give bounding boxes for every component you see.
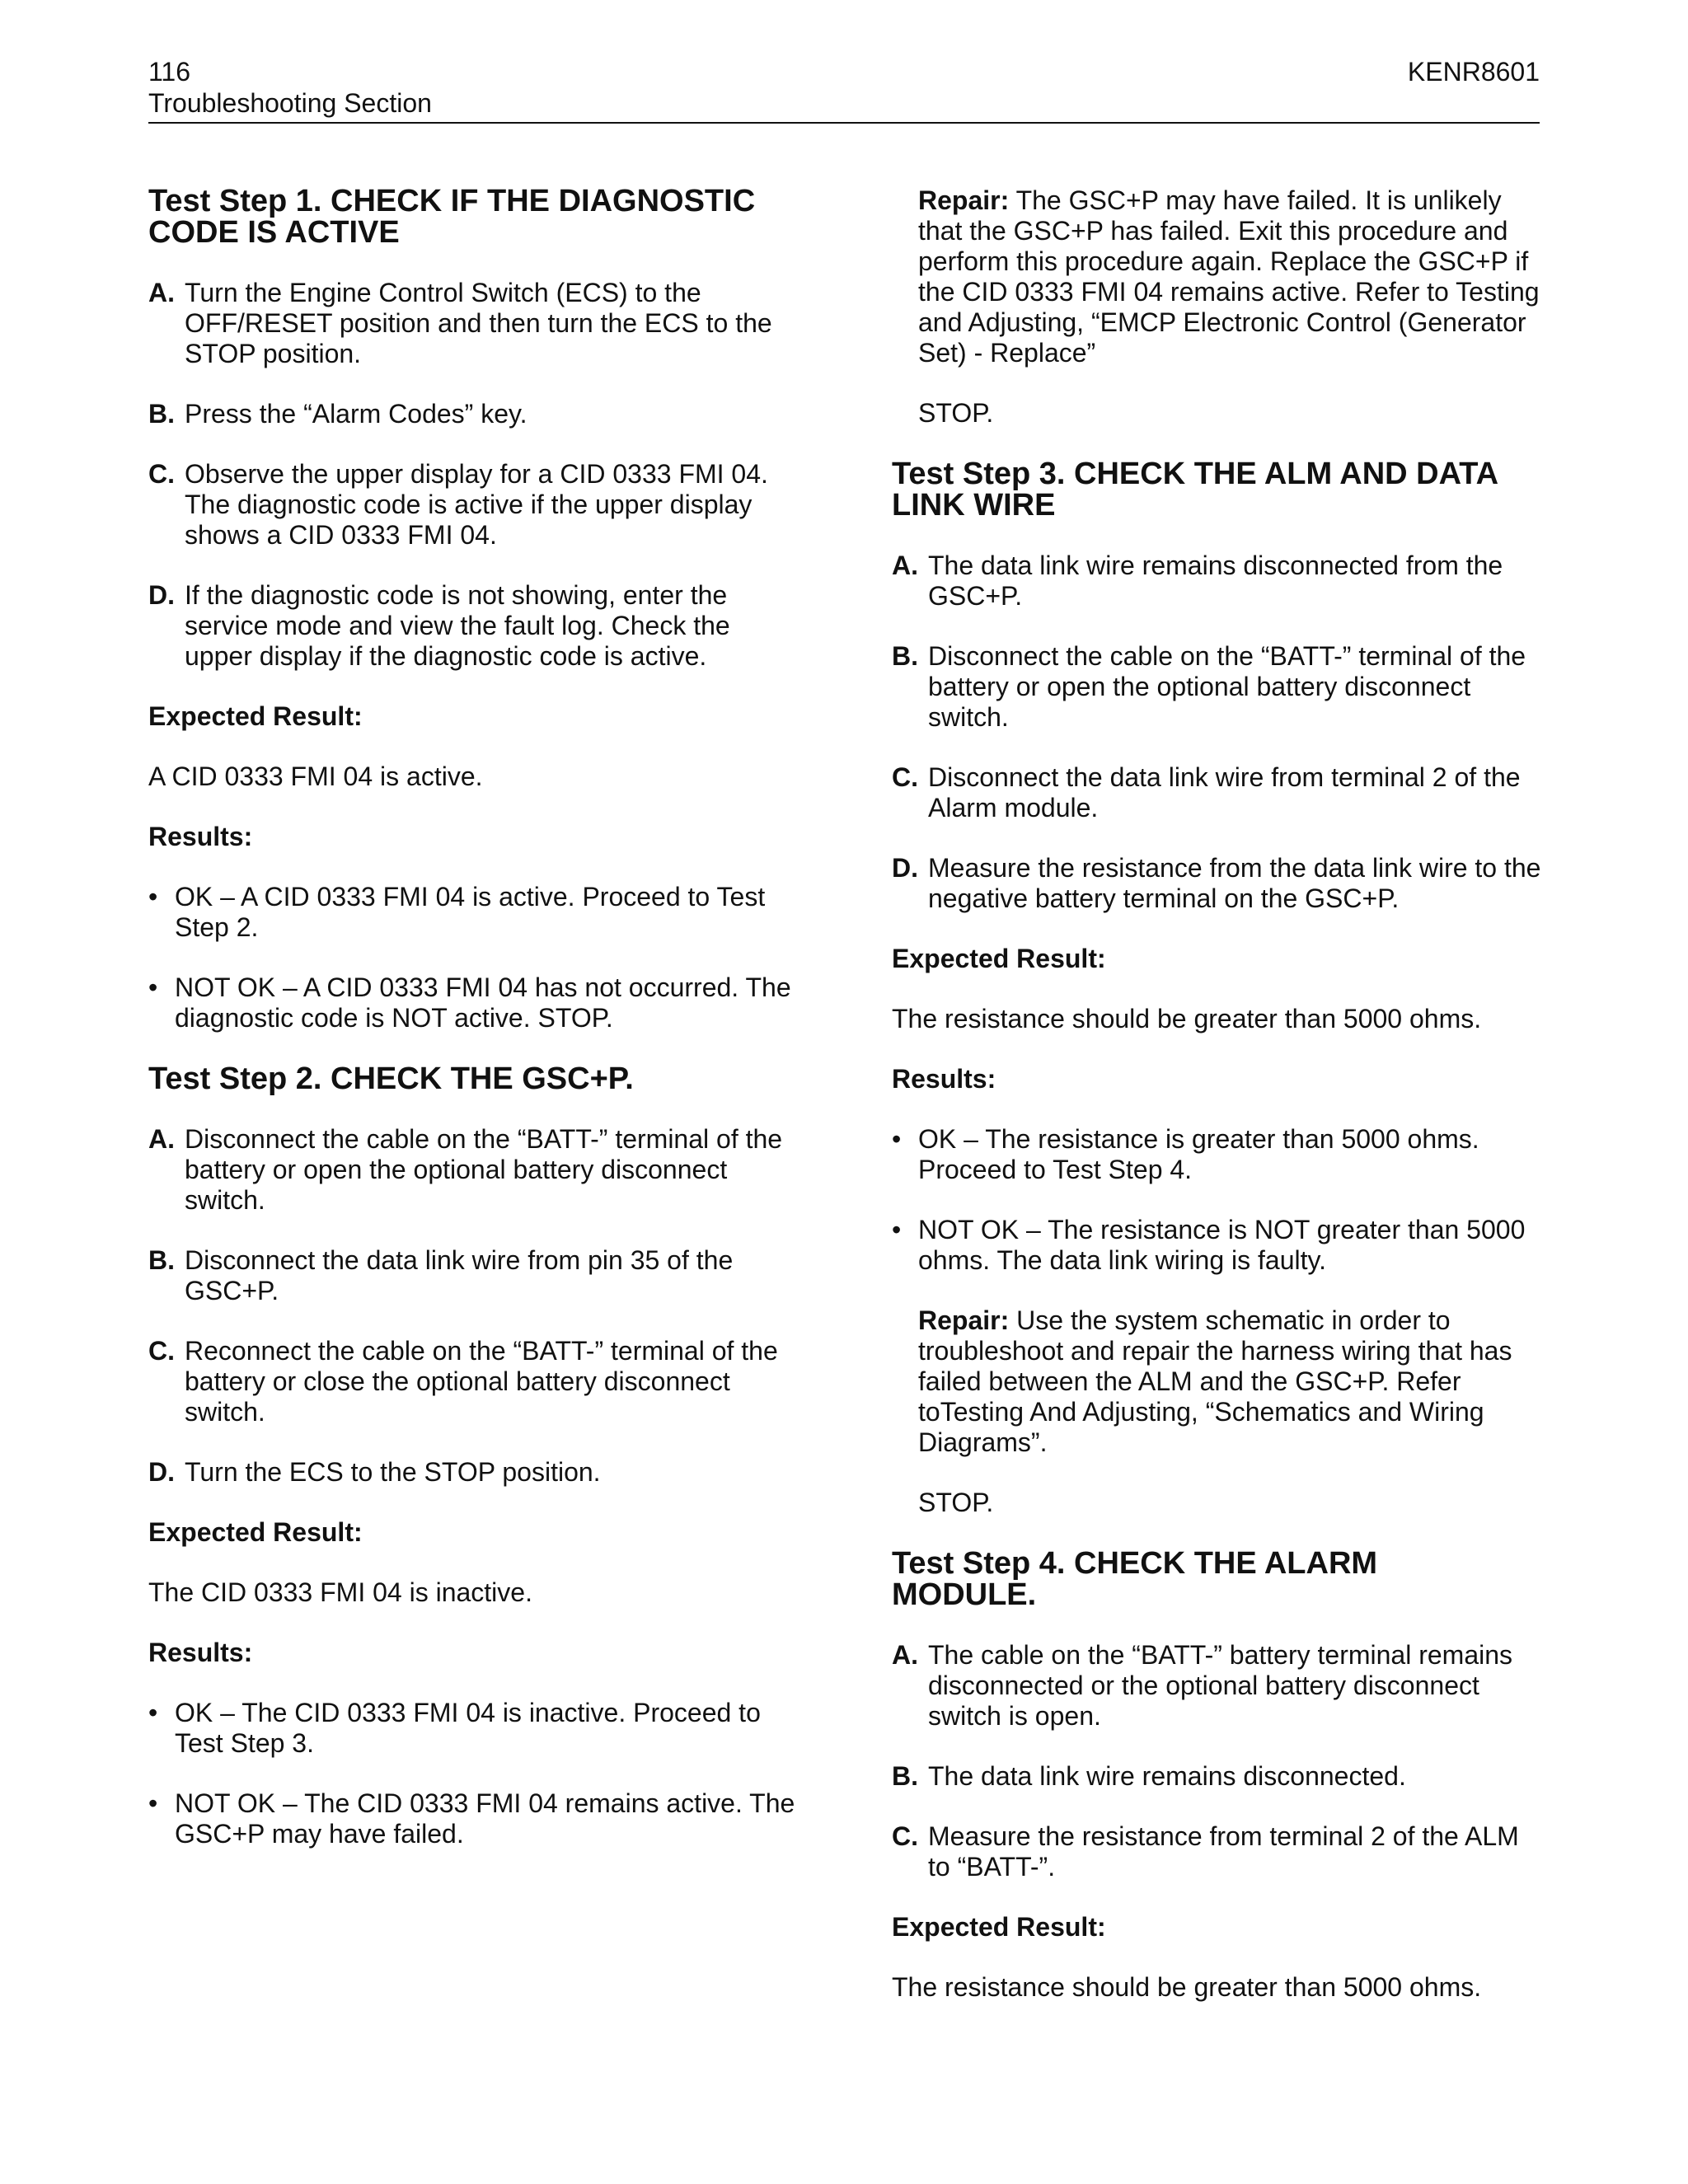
step2-result-ok: • OK – The CID 0333 FMI 04 is inactive. Proceed to Test Step 3. bbox=[148, 1698, 761, 1758]
step1-expected-text: A CID 0333 FMI 04 is active. bbox=[148, 762, 483, 791]
step1-item-b: B. Press the “Alarm Codes” key. bbox=[148, 399, 528, 429]
step1-result-not-ok: • NOT OK – A CID 0333 FMI 04 has not occurred. The diagnostic code is NOT active. STOP. bbox=[148, 972, 791, 1033]
step3-results-label: Results: bbox=[892, 1064, 996, 1094]
step2-item-a: A. Disconnect the cable on the “BATT-” terminal of the battery or open the optional battery disconnect switch. bbox=[148, 1124, 783, 1215]
step3-expected-text: The resistance should be greater than 5000 ohms. bbox=[892, 1004, 1482, 1033]
step3-item-a: A. The data link wire remains disconnected from the GSC+P. bbox=[892, 551, 1503, 611]
bullet-icon: • bbox=[148, 1698, 158, 1727]
page-header-left bbox=[148, 56, 432, 119]
bullet-icon: • bbox=[148, 1788, 158, 1818]
step2-item-c: C. Reconnect the cable on the “BATT-” terminal of the battery or close the optional battery disconnect switch. bbox=[148, 1336, 778, 1427]
step1-item-a: A. Turn the Engine Control Switch (ECS) to the OFF/RESET position and then turn the ECS to the STOP position. bbox=[148, 278, 772, 368]
repair-text: The GSC+P may have failed. It is unlikely that the GSC+P has failed. Exit this procedure and perform this procedure again. Replace the GSC+P if the CID 0333 FMI 04 remains active. Refer to Testing and Adjusting, “EMCP Electronic Control (Generator Set) - Replace” bbox=[918, 185, 1540, 368]
step3-item-b: B. Disconnect the cable on the “BATT-” terminal of the battery or open the optional battery disconnect switch. bbox=[892, 641, 1526, 732]
step3-item-d: D. Measure the resistance from the data link wire to the negative battery terminal on the GSC+P. bbox=[892, 853, 1541, 913]
step2-repair-note bbox=[892, 185, 1543, 368]
step2-item-d: D. Turn the ECS to the STOP position. bbox=[148, 1457, 601, 1487]
repair-label: Repair: bbox=[918, 1305, 1010, 1335]
step2-item-b: B. Disconnect the data link wire from pin 35 of the GSC+P. bbox=[148, 1245, 734, 1305]
step1-item-c: C. Observe the upper display for a CID 0333 FMI 04. The diagnostic code is active if the upper display shows a CID 0333 FMI 04. bbox=[148, 459, 768, 550]
document-id: KENR8601 bbox=[1407, 57, 1540, 87]
step4-expected-text: The resistance should be greater than 5000 ohms. bbox=[892, 1972, 1482, 2002]
repair-text: Use the system schematic in order to troubleshoot and repair the harness wiring that has failed between the ALM and the GSC+P. Refer toTesting And Adjusting, “Schematics and Wiring Diagrams”. bbox=[918, 1305, 1512, 1457]
step4-item-b: B. The data link wire remains disconnected. bbox=[892, 1761, 1406, 1791]
step1-item-d: D. If the diagnostic code is not showing, enter the service mode and view the fault log. Check the upper display if the diagnostic code is active. bbox=[148, 580, 730, 671]
step3-repair-note bbox=[892, 1305, 1543, 1458]
step2-stop: STOP. bbox=[918, 398, 994, 428]
header-divider bbox=[148, 122, 1540, 124]
step3-heading: Test Step 3. CHECK THE ALM AND DATA LINK WIRE bbox=[892, 457, 1499, 523]
step2-result-not-ok: • NOT OK – The CID 0333 FMI 04 remains active. The GSC+P may have failed. bbox=[148, 1788, 795, 1849]
bullet-icon: • bbox=[148, 972, 158, 1002]
page-number: 116 bbox=[148, 57, 191, 87]
step2-heading: Test Step 2. CHECK THE GSC+P. bbox=[148, 1062, 634, 1096]
step4-heading: Test Step 4. CHECK THE ALARM MODULE. bbox=[892, 1546, 1378, 1612]
step3-stop: STOP. bbox=[918, 1488, 994, 1517]
bullet-icon: • bbox=[148, 882, 158, 912]
step1-heading: Test Step 1. CHECK IF THE DIAGNOSTIC CODE IS ACTIVE bbox=[148, 184, 756, 250]
bullet-icon: • bbox=[892, 1215, 902, 1244]
right-column bbox=[892, 185, 1543, 2032]
repair-label: Repair: bbox=[918, 185, 1010, 215]
step3-expected-label: Expected Result: bbox=[892, 944, 1106, 973]
step4-item-c: C. Measure the resistance from terminal 2 of the ALM to “BATT-”. bbox=[892, 1821, 1519, 1882]
step1-expected-label: Expected Result: bbox=[148, 701, 363, 731]
left-column bbox=[148, 185, 799, 1879]
step1-results-label: Results: bbox=[148, 822, 253, 851]
step2-expected-label: Expected Result: bbox=[148, 1517, 363, 1547]
step2-expected-text: The CID 0333 FMI 04 is inactive. bbox=[148, 1577, 532, 1607]
step4-expected-label: Expected Result: bbox=[892, 1912, 1106, 1942]
step4-item-a: A. The cable on the “BATT-” battery terminal remains disconnected or the optional battery disconnect switch is open. bbox=[892, 1640, 1513, 1731]
step2-results-label: Results: bbox=[148, 1638, 253, 1667]
step1-result-ok: • OK – A CID 0333 FMI 04 is active. Proceed to Test Step 2. bbox=[148, 882, 766, 942]
section-name: Troubleshooting Section bbox=[148, 88, 432, 118]
step3-result-not-ok: • NOT OK – The resistance is NOT greater than 5000 ohms. The data link wiring is faulty. bbox=[892, 1215, 1526, 1275]
bullet-icon: • bbox=[892, 1124, 902, 1154]
step3-result-ok: • OK – The resistance is greater than 5000 ohms. Proceed to Test Step 4. bbox=[892, 1124, 1479, 1184]
step3-item-c: C. Disconnect the data link wire from terminal 2 of the Alarm module. bbox=[892, 762, 1521, 823]
